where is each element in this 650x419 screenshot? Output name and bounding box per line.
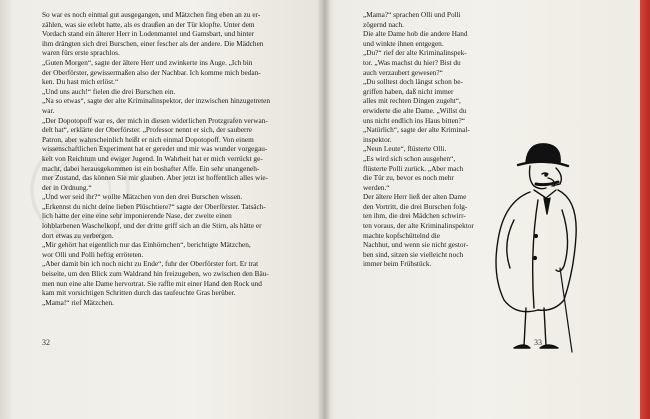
left-page-line: men nun eine alte Dame hervortrat. Sie raffte mit einer Hand den Rock und: [42, 278, 262, 288]
right-page-line: Die alte Dame hob die andere Hand: [363, 29, 468, 39]
left-page-line: „Mir gehört hat eigentlich nur das Einhörnchen“, berichtigte Mätzchen,: [42, 240, 251, 250]
red-book-edge: [640, 0, 650, 419]
right-page-line: „Es wird sich schon ausgehen“,: [363, 153, 456, 163]
right-page-line: und winkte ihnen entgegen.: [363, 38, 444, 48]
right-page-line: alles mit rechten Dingen zugeht“,: [363, 96, 461, 106]
left-page-line: „Und wer seid ihr?“ wollte Mätzchen von den drei Burschen wissen.: [42, 192, 243, 202]
right-page-line: „Du solltest doch längst schon be-: [363, 77, 463, 87]
left-page-line: wissenschaftlichen Experiment hat er geredet und mir was wunder vorgegau-: [42, 144, 268, 154]
left-page-line: ihm drängten sich drei Burschen, einer fescher als der andere. Die Mädchen: [42, 38, 264, 48]
left-page-line: delt hat“, erklärte der Oberförster. „Professor nennt er sich, der sauberre: [42, 125, 253, 135]
left-page-line: lich hatte der eine eine sehr imponierende Nase, der zweite einen: [42, 211, 232, 221]
right-page-line: ten ihm, die drei Mädchen schwirr-: [363, 211, 466, 221]
right-page-line: Nachhut, und wenn sie nicht gestor-: [363, 240, 469, 250]
left-page-line: kelt von Reichtum und ewiger Jugend. In Wahrheit hat er mich verrückt ge-: [42, 153, 263, 163]
right-page-line: erwiderte die alte Dame. „Willst du: [363, 105, 467, 115]
right-page-line: griffen haben, daß nicht immer: [363, 86, 454, 96]
left-page-line: ken. Du hast mich erlöst.“: [42, 77, 119, 87]
left-page-line: macht, dabei herausgekommen ist ein boshafter Affe. Ein sehr unangeneh-: [42, 163, 260, 173]
right-page-line: inspektor.: [363, 134, 392, 144]
left-page-line: dort etwas zu verbergen.: [42, 230, 114, 240]
left-page-line: waren fürs erste sprachlos.: [42, 48, 120, 58]
right-page-line: Der ältere Herr ließ der alten Dame: [363, 192, 467, 202]
right-page-line: ten voraus, der alte Kriminalinspektor: [363, 221, 474, 231]
right-page-line: machte kopfschüttelnd die: [363, 230, 440, 240]
left-page-line: mer Zustand, das können Sie mir glauben. Aber jetzt ist hoffentlich alles wie-: [42, 173, 269, 183]
right-page-line: den Vortritt, die drei Burschen folg-: [363, 201, 468, 211]
right-page-line: ben sind, sitzen sie vielleicht noch: [363, 249, 464, 259]
right-page-line: „Mama?“ sprachen Olli und Polli: [363, 10, 461, 19]
left-page-line: „Mama!“ rief Mätzchen.: [42, 297, 114, 307]
left-page-line: „Na so etwas“, sagte der alte Kriminalinspektor, der inzwischen hinzugetreten: [42, 96, 271, 106]
right-page-line: zögernd nach.: [363, 19, 404, 29]
left-page-line: Vordach stand ein älterer Herr in Lodenmantel und Gamsbart, und hinter: [42, 29, 255, 39]
left-page-line: „Und uns auch!“ fielen die drei Burschen ein.: [42, 86, 176, 96]
left-page-line: der Oberförster, gewissermaßen also der Nachbar. Ich komme mich bedan-: [42, 67, 261, 77]
left-page-line: „Guten Morgen“, sagte der ältere Herr und zwinkerte ins Auge. „Ich bin: [42, 57, 253, 67]
left-page-line: „Der Dopotopoff war es, der mich in diesen widerlichen Protzgrafen verwan-: [42, 115, 268, 125]
right-page-line: tor. „Was machst du hier? Bist du: [363, 57, 461, 67]
right-page-line: „Natürlich“, sagte der alte Kriminal-: [363, 125, 470, 135]
left-page-text: [42, 10, 298, 307]
left-page: [0, 0, 324, 419]
left-page-line: der in Ordnung.“: [42, 182, 92, 192]
right-page-line: werden.“: [363, 182, 390, 192]
left-page-line: zählen, was sie erlebt hatte, als es draußen an der Tür klopfte. Unter dem: [42, 19, 255, 29]
left-page-line: Patron, aber wahrscheinlich heißt er nich einmal Dopotopoff. Von einem: [42, 134, 254, 144]
right-page-line: uns nicht endlich ins Haus bitten?“: [363, 115, 465, 125]
right-page-line: auch verzaubert gewesen?“: [363, 67, 443, 77]
left-page-line: „Aber damit bin ich noch nicht zu Ende“, fuhr der Oberförster fort. Er trat: [42, 259, 259, 269]
left-page-line: wor Olli und Polli heftig erröteten.: [42, 249, 144, 259]
right-page-text: [363, 10, 491, 269]
left-page-line: beiseite, um den Blick zum Waldrand hin freizugeben, wo zwischen den Bäu-: [42, 269, 269, 279]
right-page: [324, 0, 644, 419]
right-page-number: 33: [534, 338, 542, 347]
left-page-line: So war es noch einmal gut ausgegangen, und Mätzchen fing eben an zu er-: [42, 10, 261, 19]
left-page-line: „Erkennst du nicht deine lieben Plüschtiere?“ sagte der Oberförster. Tatsäch-: [42, 201, 266, 211]
right-page-line: die Tür zu, bevor es noch mehr: [363, 173, 454, 183]
left-page-line: kam mit vorsichtigen Schritten durch das taufeuchte Gras herüber.: [42, 288, 236, 298]
right-page-line: „Neun Leute“, flüsterte Olli.: [363, 144, 447, 154]
left-page-line: war.: [42, 105, 55, 115]
man-with-bowler-hat-illustration-icon: [474, 140, 594, 355]
left-page-number: 32: [42, 338, 50, 347]
right-page-line: immer beim Frühstück.: [363, 259, 432, 269]
right-page-line: flüsterte Polli zurück. „Aber mach: [363, 163, 464, 173]
left-page-line: lohblarbenen Waschelkopf, und der dritte griff sich an die Stirn, als hätte er: [42, 221, 262, 231]
book-gutter: [318, 0, 330, 419]
right-page-line: „Du?“ rief der alte Kriminalinspek-: [363, 48, 467, 58]
